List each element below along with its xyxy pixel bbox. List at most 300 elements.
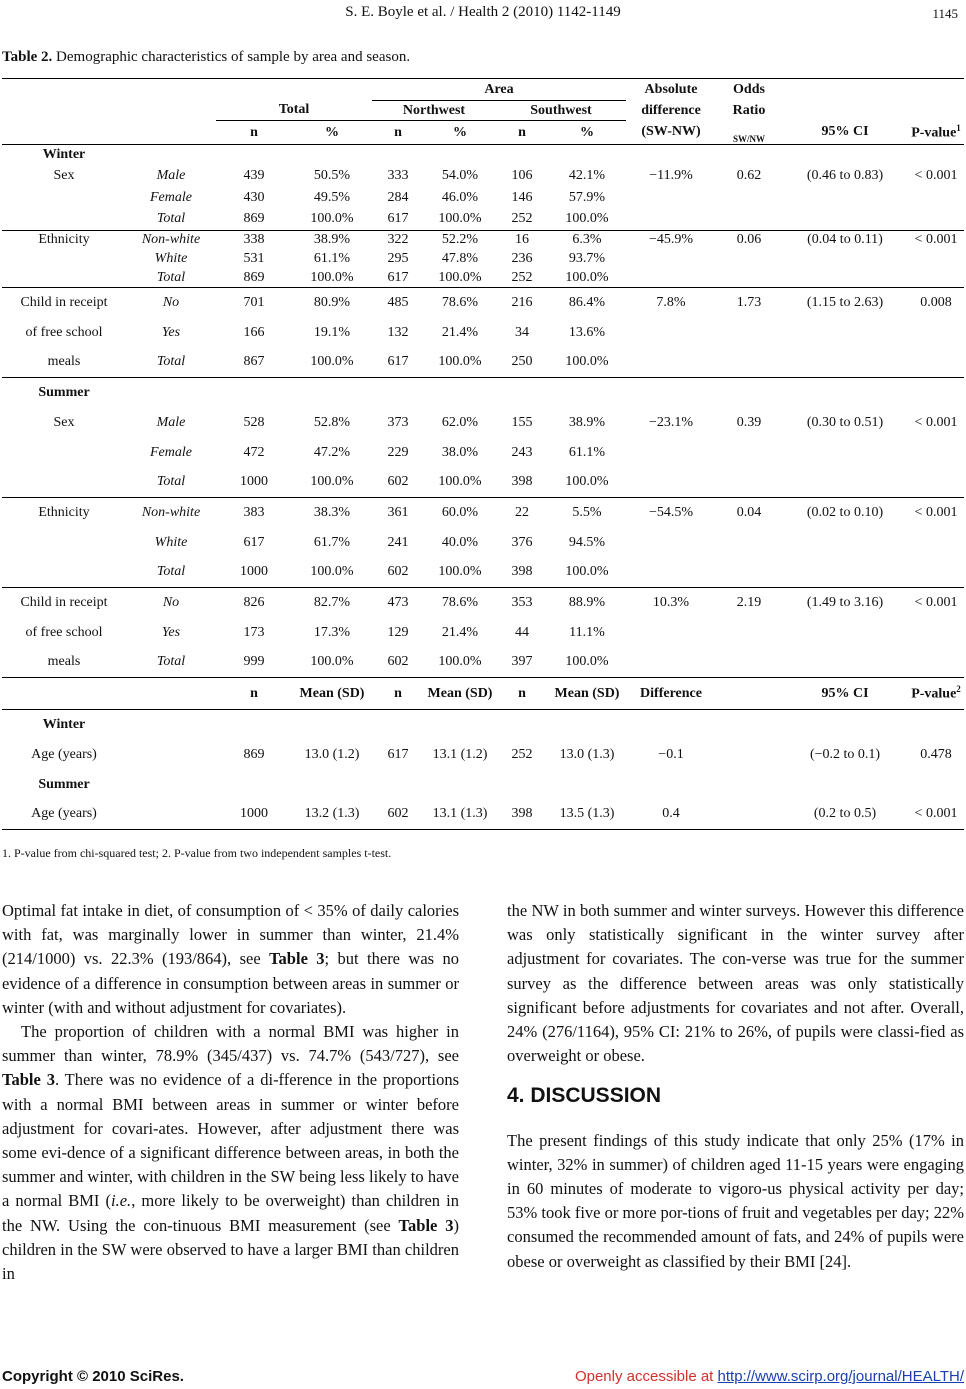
- table-cell: (0.30 to 0.51): [806, 414, 884, 430]
- col-pct: %: [580, 124, 594, 140]
- empty-cell: [126, 145, 216, 165]
- table-cell: [716, 618, 782, 648]
- table-cell: [626, 269, 716, 288]
- table-cell: −0.1: [658, 746, 684, 762]
- page-footer: [0, 1368, 966, 1388]
- variable-label: meals: [47, 354, 81, 370]
- table-cell: −54.5%: [648, 504, 694, 520]
- table-cell: 100.0%: [565, 211, 609, 227]
- table-cell: [716, 209, 782, 231]
- paragraph: [2, 1020, 459, 1286]
- table-cell: 485: [387, 294, 409, 310]
- journal-link[interactable]: http://www.scirp.org/journal/HEALTH/: [717, 1368, 964, 1385]
- category-label: Total: [156, 474, 186, 490]
- col-swnw-small: SW/NW: [732, 134, 765, 144]
- table-cell: 439: [243, 167, 265, 183]
- table-cell: 397: [511, 654, 533, 670]
- table-cell: 34: [515, 324, 529, 340]
- variable-label: [2, 558, 126, 588]
- table-cell: 100.0%: [310, 354, 354, 370]
- table-row: [2, 498, 964, 528]
- table-cell: [908, 438, 964, 468]
- table-cell: 602: [387, 806, 409, 822]
- empty-cell: [716, 678, 782, 710]
- section-row: [2, 770, 964, 800]
- table-cell: 1000: [240, 564, 268, 580]
- category-label: No: [162, 294, 180, 310]
- table-row: [2, 438, 964, 468]
- table-row: [2, 408, 964, 438]
- table-row: [2, 250, 964, 269]
- table-row: [2, 187, 964, 209]
- season-label: Winter: [42, 146, 86, 162]
- table-cell: 0.4: [662, 806, 680, 822]
- table-cell: [626, 209, 716, 231]
- paragraph: the NW in both summer and winter surveys. However this difference was only statistically significant in the winter survey after adjustment for covariates. The con-verse was true for the summer survey as the difference between areas was only statistically significant before adjustments for covariates and not after. Overall, 24% (276/1164), 95% CI: 21% to 26%, of pupils were classi-fied as overweight or obese.: [507, 901, 964, 1066]
- table-cell: 86.4%: [568, 294, 606, 310]
- table-cell: [716, 468, 782, 498]
- table-cell: 869: [243, 746, 265, 762]
- table-cell: 701: [243, 294, 265, 310]
- table-cell: 21.4%: [441, 324, 479, 340]
- col-ci: 95% CI: [821, 124, 869, 140]
- table-cell: 0.008: [920, 294, 952, 310]
- empty-cell: [496, 710, 548, 740]
- table-cell: 6.3%: [572, 232, 602, 248]
- table-cell: 398: [511, 564, 533, 580]
- total-header: Total: [216, 101, 372, 121]
- southwest-header: Southwest: [496, 101, 626, 121]
- table-ref: Table 3: [2, 1070, 55, 1090]
- table-cell: [716, 348, 782, 378]
- table-cell: < 0.001: [914, 167, 958, 183]
- table-cell: 40.0%: [441, 534, 479, 550]
- table-cell: 1000: [240, 806, 268, 822]
- empty-cell: [424, 145, 496, 165]
- empty-cell: [292, 378, 372, 408]
- page-number: 1145: [932, 6, 958, 21]
- empty-cell: [908, 770, 964, 800]
- table-cell: 353: [511, 594, 533, 610]
- table-cell: [626, 468, 716, 498]
- category-label: Total: [156, 654, 186, 670]
- empty-cell: [908, 378, 964, 408]
- table-cell: 999: [243, 654, 265, 670]
- table-cell: 100.0%: [438, 474, 482, 490]
- table-cell: 100.0%: [310, 474, 354, 490]
- category-label: Total: [156, 269, 186, 285]
- absolute-header-1: Absolute: [644, 81, 698, 97]
- table-cell: 5.5%: [572, 504, 602, 520]
- empty-cell: [292, 145, 372, 165]
- table-cell: 166: [243, 324, 265, 340]
- table-cell: 295: [387, 251, 409, 266]
- table-cell: 252: [511, 269, 533, 285]
- table-cell: 0.478: [920, 746, 952, 762]
- table-cell: 10.3%: [652, 594, 690, 610]
- empty-cell: [216, 710, 292, 740]
- table-cell: 531: [243, 251, 265, 266]
- table-cell: 38.9%: [313, 232, 351, 248]
- col-header: Difference: [640, 685, 702, 701]
- table-cell: 617: [387, 211, 409, 227]
- variable-label: of free school: [25, 624, 103, 640]
- empty-cell: [626, 710, 716, 740]
- table-cell: 42.1%: [568, 167, 606, 183]
- col-pvalue-text: P-value: [911, 125, 957, 141]
- empty-cell: [626, 378, 716, 408]
- northwest-header: Northwest: [372, 101, 496, 121]
- table-cell: 473: [387, 594, 409, 610]
- table-cell: (0.46 to 0.83): [806, 167, 884, 183]
- table-cell: 13.2 (1.3): [304, 806, 360, 822]
- table-row: [2, 348, 964, 378]
- category-label: Yes: [161, 624, 181, 640]
- table-cell: [716, 250, 782, 269]
- text-italic: i.e.: [111, 1191, 132, 1211]
- table-cell: 100.0%: [438, 269, 482, 285]
- table-cell: 617: [387, 354, 409, 370]
- table-cell: 250: [511, 354, 533, 370]
- season-label: Summer: [38, 384, 90, 400]
- empty-cell: [292, 770, 372, 800]
- empty-cell: [424, 710, 496, 740]
- table-cell: 146: [511, 189, 533, 205]
- season-label: Winter: [42, 716, 86, 732]
- table-row: [2, 165, 964, 187]
- variable-label: Child in receipt: [20, 294, 108, 310]
- table-cell: (0.02 to 0.10): [806, 504, 884, 520]
- season-label: Summer: [38, 776, 90, 792]
- table-cell: < 0.001: [914, 414, 958, 430]
- table-cell: [716, 187, 782, 209]
- table-cell: 100.0%: [310, 269, 354, 285]
- table-cell: 2.19: [736, 594, 762, 610]
- table-cell: [626, 648, 716, 678]
- table-cell: 13.5 (1.3): [559, 806, 615, 822]
- table-cell: < 0.001: [914, 806, 958, 822]
- table-cell: 1000: [240, 474, 268, 490]
- col-header: Mean (SD): [554, 685, 620, 701]
- empty-cell: [496, 378, 548, 408]
- empty-cell: [126, 378, 216, 408]
- col-header: Mean (SD): [427, 685, 493, 701]
- table-row: [2, 318, 964, 348]
- absolute-header-2: difference: [641, 102, 701, 118]
- table-cell: 869: [243, 211, 265, 227]
- table-cell: [908, 648, 964, 678]
- table-cell: 322: [387, 232, 409, 248]
- category-label: Total: [156, 564, 186, 580]
- text: . There was no evidence of a di-fference in the proportions with a normal BMI between areas in summer or winter before adjustment for covari-ates. However, after adjustment there was some evi-dence of a significant difference between areas, in both the summer and winter, with children in the SW being less likely to have a normal BMI (: [2, 1070, 459, 1211]
- table-cell: 47.8%: [441, 251, 479, 266]
- empty-cell: [126, 800, 216, 830]
- table-cell: [716, 269, 782, 288]
- table-cell: 216: [511, 294, 533, 310]
- table-cell: 100.0%: [310, 211, 354, 227]
- category-label: Male: [156, 414, 186, 430]
- table-cell: 100.0%: [565, 354, 609, 370]
- table-cell: 602: [387, 654, 409, 670]
- col-pct: %: [453, 124, 467, 140]
- table-cell: 241: [387, 534, 409, 550]
- table-cell: 54.0%: [441, 167, 479, 183]
- table-cell: 869: [243, 269, 265, 285]
- category-label: Female: [150, 189, 192, 205]
- section-heading: 4. DISCUSSION: [507, 1084, 662, 1108]
- empty-cell: [548, 710, 626, 740]
- table-cell: 155: [511, 414, 533, 430]
- table-cell: 94.5%: [568, 534, 606, 550]
- empty-cell: [716, 770, 782, 800]
- empty-cell: [716, 740, 782, 770]
- category-label: Male: [156, 167, 186, 183]
- table-cell: 129: [387, 624, 409, 640]
- text: ; but there was no evidence of a difference in consumption between areas in summer or winter (with and without adjustment for covariates).: [2, 949, 459, 1017]
- table-cell: < 0.001: [914, 232, 958, 248]
- table-cell: 100.0%: [565, 564, 609, 580]
- table-caption: [2, 49, 410, 66]
- table-cell: 252: [511, 211, 533, 227]
- category-label: White: [154, 251, 188, 266]
- table-cell: 88.9%: [568, 594, 606, 610]
- empty-cell: [716, 800, 782, 830]
- variable-label: [2, 468, 126, 498]
- area-header: Area: [372, 79, 626, 101]
- col-swnw: (SW-NW): [641, 124, 701, 140]
- odds-header-2: Ratio: [732, 102, 766, 118]
- variable-label: Sex: [53, 414, 75, 430]
- table-cell: [908, 209, 964, 231]
- col-header: n: [394, 685, 402, 701]
- table-cell: 16: [515, 232, 529, 248]
- empty-cell: [424, 378, 496, 408]
- variable-label: [2, 250, 126, 269]
- table-cell: [782, 209, 908, 231]
- table-cell: 173: [243, 624, 265, 640]
- empty-cell: [782, 378, 908, 408]
- empty-cell: [626, 145, 716, 165]
- table-cell: 236: [511, 251, 533, 266]
- empty-cell: [908, 145, 964, 165]
- col-header: Mean (SD): [299, 685, 365, 701]
- empty-cell: [548, 145, 626, 165]
- empty-cell: [292, 710, 372, 740]
- category-label: Yes: [161, 324, 181, 340]
- age-row: [2, 740, 964, 770]
- table-cell: 49.5%: [313, 189, 351, 205]
- open-access-text: Openly accessible at: [574, 1368, 718, 1385]
- table-cell: 100.0%: [310, 564, 354, 580]
- table-cell: 333: [387, 167, 409, 183]
- table-cell: [782, 250, 908, 269]
- category-label: Female: [150, 444, 192, 460]
- empty-cell: [548, 770, 626, 800]
- mean-header-row: [2, 678, 964, 710]
- table-cell: [782, 348, 908, 378]
- table-cell: [716, 528, 782, 558]
- table-cell: 50.5%: [313, 167, 351, 183]
- table-cell: 61.7%: [313, 534, 351, 550]
- table-cell: 867: [243, 354, 265, 370]
- table-cell: [782, 558, 908, 588]
- empty-cell: [496, 145, 548, 165]
- empty-cell: [716, 145, 782, 165]
- table-cell: 61.1%: [568, 444, 606, 460]
- table-cell: [626, 348, 716, 378]
- variable-label: [2, 438, 126, 468]
- odds-header-1: Odds: [733, 81, 765, 97]
- variable-label: [2, 528, 126, 558]
- category-label: No: [162, 594, 180, 610]
- table-cell: < 0.001: [914, 594, 958, 610]
- table-cell: 376: [511, 534, 533, 550]
- table-cell: 52.2%: [441, 232, 479, 248]
- text: ) children in the SW were observed to have a larger BMI than children in: [2, 1215, 459, 1284]
- table-cell: 52.8%: [313, 414, 351, 430]
- table-cell: 57.9%: [568, 189, 606, 205]
- demographics-table: [2, 78, 964, 830]
- table-cell: [782, 269, 908, 288]
- table-cell: [908, 250, 964, 269]
- table-cell: 373: [387, 414, 409, 430]
- age-row: [2, 800, 964, 830]
- table-cell: 617: [387, 269, 409, 285]
- variable-label: Child in receipt: [20, 594, 108, 610]
- table-cell: 383: [243, 504, 265, 520]
- empty-cell: [2, 678, 126, 710]
- table-cell: 47.2%: [313, 444, 351, 460]
- table-cell: 7.8%: [656, 294, 686, 310]
- col-n: n: [394, 124, 402, 140]
- empty-cell: [716, 710, 782, 740]
- empty-cell: [908, 710, 964, 740]
- col-pvalue-sup: 2: [956, 684, 961, 695]
- table-cell: [626, 618, 716, 648]
- table-cell: 0.06: [736, 232, 762, 248]
- col-n: n: [250, 124, 258, 140]
- table-cell: 13.1 (1.2): [432, 746, 488, 762]
- table-cell: 62.0%: [441, 414, 479, 430]
- empty-cell: [424, 770, 496, 800]
- table-cell: [782, 648, 908, 678]
- table-cell: 11.1%: [569, 624, 605, 640]
- age-label: Age (years): [31, 806, 97, 822]
- table-cell: (1.49 to 3.16): [806, 594, 884, 610]
- table-cell: 82.7%: [313, 594, 351, 610]
- table-cell: 17.3%: [313, 624, 351, 640]
- variable-label: meals: [47, 654, 81, 670]
- table-cell: 1.73: [736, 294, 762, 310]
- left-column: [2, 899, 459, 1286]
- col-pvalue-sup: 1: [956, 122, 961, 133]
- section-row: [2, 710, 964, 740]
- table-cell: 528: [243, 414, 265, 430]
- table-cell: 100.0%: [565, 269, 609, 285]
- table-cell: 60.0%: [441, 504, 479, 520]
- table-cell: 602: [387, 564, 409, 580]
- table-cell: 430: [243, 189, 265, 205]
- table-label: Table 2.: [2, 49, 53, 65]
- table-cell: [626, 528, 716, 558]
- table-cell: 93.7%: [568, 251, 606, 266]
- table-row: [2, 648, 964, 678]
- copyright: Copyright © 2010 SciRes.: [2, 1368, 184, 1385]
- section-row: [2, 378, 964, 408]
- table-cell: 100.0%: [565, 474, 609, 490]
- empty-cell: [126, 770, 216, 800]
- empty-cell: [216, 378, 292, 408]
- table-cell: 100.0%: [310, 654, 354, 670]
- table-cell: 61.1%: [313, 251, 351, 266]
- table-cell: 472: [243, 444, 265, 460]
- table-cell: [782, 318, 908, 348]
- table-cell: 106: [511, 167, 533, 183]
- table-cell: 78.6%: [441, 294, 479, 310]
- table-cell: 398: [511, 474, 533, 490]
- table-cell: [716, 558, 782, 588]
- table-cell: −11.9%: [649, 167, 693, 183]
- table-cell: 0.04: [736, 504, 762, 520]
- table-row: [2, 231, 964, 250]
- table-cell: 80.9%: [313, 294, 351, 310]
- category-label: Total: [156, 354, 186, 370]
- empty-cell: [126, 740, 216, 770]
- table-cell: [908, 618, 964, 648]
- table-cell: < 0.001: [914, 504, 958, 520]
- variable-label: Ethnicity: [38, 504, 90, 520]
- table-cell: [782, 618, 908, 648]
- table-cell: [782, 468, 908, 498]
- variable-label: [2, 187, 126, 209]
- empty-cell: [372, 378, 424, 408]
- table-cell: 13.6%: [568, 324, 606, 340]
- table-cell: 338: [243, 232, 265, 248]
- table-cell: 826: [243, 594, 265, 610]
- empty-cell: [372, 145, 424, 165]
- empty-cell: [782, 770, 908, 800]
- empty-cell: [216, 145, 292, 165]
- variable-label: Ethnicity: [38, 232, 90, 248]
- table-row: [2, 288, 964, 318]
- page-header: [0, 4, 966, 28]
- table-cell: 229: [387, 444, 409, 460]
- variable-label: [2, 269, 126, 288]
- col-pvalue-text: P-value: [911, 686, 957, 702]
- table-row: [2, 588, 964, 618]
- text: Optimal fat intake in diet, of consumption of < 35% of daily calories with fat, was marginally lower in summer than winter, 21.4% (214/1000) vs. 22.3% (193/864), see: [2, 901, 459, 969]
- right-column: [507, 899, 964, 1274]
- table-row: [2, 209, 964, 231]
- table-cell: 602: [387, 474, 409, 490]
- variable-label: [2, 209, 126, 231]
- table-cell: 38.9%: [568, 414, 606, 430]
- table-cell: 398: [511, 806, 533, 822]
- table-cell: [626, 558, 716, 588]
- table-cell: −45.9%: [648, 232, 694, 248]
- table-cell: 284: [387, 189, 409, 205]
- table-cell: 0.39: [736, 414, 762, 430]
- table-cell: 361: [387, 504, 409, 520]
- table-cell: 44: [515, 624, 529, 640]
- table-cell: 100.0%: [438, 564, 482, 580]
- table-cell: 19.1%: [313, 324, 351, 340]
- table-ref: Table 3: [398, 1215, 454, 1235]
- table-cell: [716, 318, 782, 348]
- table-cell: 617: [387, 746, 409, 762]
- col-n: n: [518, 124, 526, 140]
- table-cell: [626, 250, 716, 269]
